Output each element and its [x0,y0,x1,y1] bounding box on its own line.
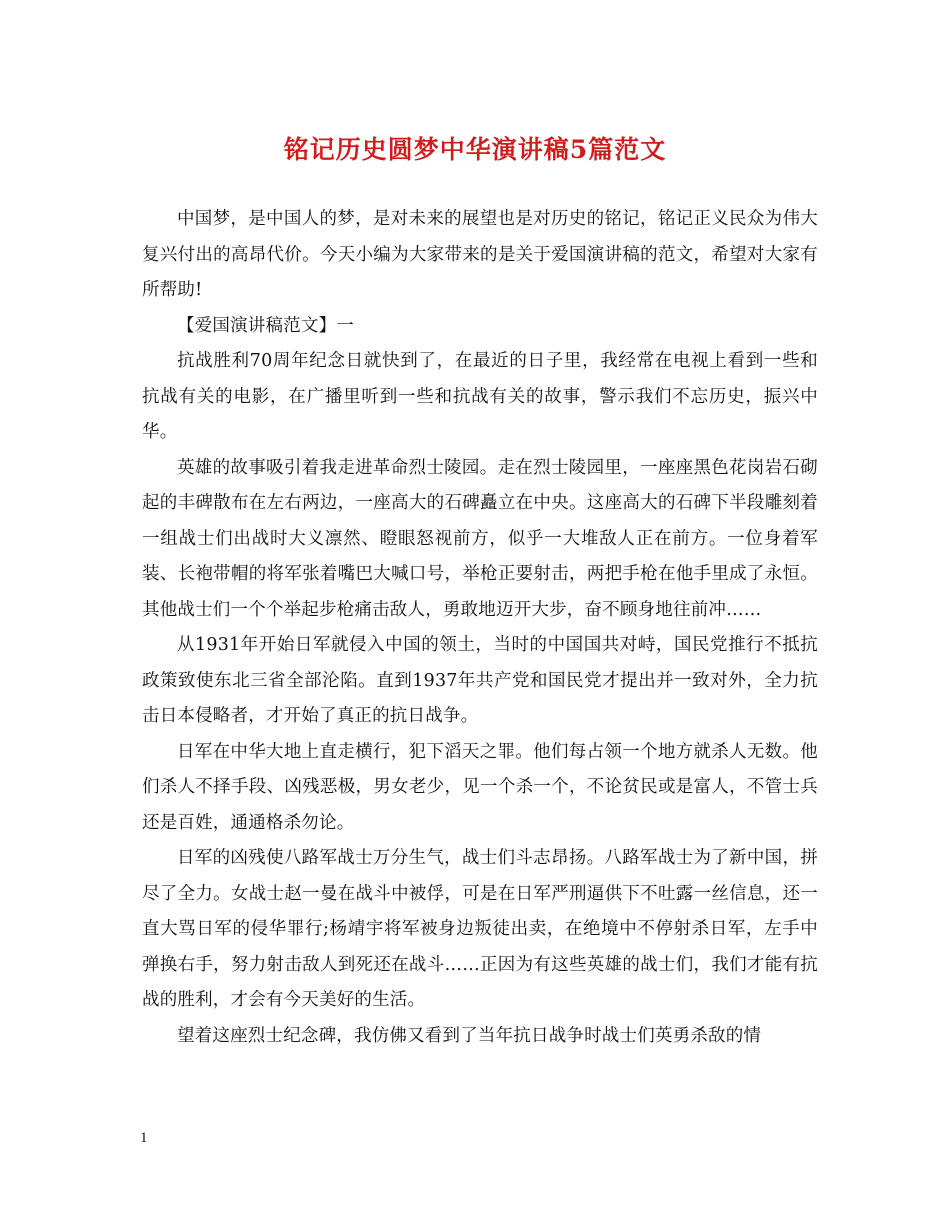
page-number: 1 [140,1130,148,1146]
paragraph: 日军的凶残使八路军战士万分生气，战士们斗志昂扬。八路军战士为了新中国，拼尽了全力。女战士赵一曼在战斗中被俘，可是在日军严刑逼供下不吐露一丝信息，还一直大骂日军的侵华罪行;杨靖宇将军被身边叛徒出卖，在绝境中不停射杀日军，左手中弹换右手，努力射击敌人到死还在战斗……正因为有这些英雄的战士们，我们才能有抗战的胜利，才会有今天美好的生活。 [142,848,818,1010]
document-title: 铭记历史圆梦中华演讲稿5篇范文 [283,135,667,164]
paragraph-intro: 中国梦，是中国人的梦，是对未来的展望也是对历史的铭记，铭记正义民众为伟大复兴付出的高昂代价。今天小编为大家带来的是关于爱国演讲稿的范文，希望对大家有所帮助! [142,209,818,300]
paragraph: 日军在中华大地上直走横行，犯下滔天之罪。他们每占领一个地方就杀人无数。他们杀人不择手段、凶残恶极，男女老少，见一个杀一个，不论贫民或是富人，不管士兵还是百姓，通通格杀勿论。 [142,741,818,833]
paragraph: 抗战胜利70周年纪念日就快到了，在最近的日子里，我经常在电视上看到一些和抗战有关的电影，在广播里听到一些和抗战有关的故事，警示我们不忘历史，振兴中华。 [142,351,818,442]
paragraph: 英雄的故事吸引着我走进革命烈士陵园。走在烈士陵园里，一座座黑色花岗岩石砌起的丰碑散布在左右两边，一座高大的石碑矗立在中央。这座高大的石碑下半段雕刻着一组战士们出战时大义凛然、瞪眼怒视前方，似乎一大堆敌人正在前方。一位身着军装、长袍带帽的将军张着嘴巴大喊口号，举枪正要射击，两把手枪在他手里成了永恒。其他战士们一个个举起步枪痛击敌人，勇敢地迈开大步，奋不顾身地往前冲…… [142,457,818,620]
document-body [142,202,818,1054]
paragraph: 望着这座烈士纪念碑，我仿佛又看到了当年抗日战争时战士们英勇杀敌的情 [177,1025,762,1046]
section-heading: 【爱国演讲稿范文】一 [177,315,354,336]
paragraph: 从1931年开始日军就侵入中国的领土，当时的中国国共对峙，国民党推行不抵抗政策致使东北三省全部沦陷。直到1937年共产党和国民党才提出并一致对外，全力抗击日本侵略者，才开始了真正的抗日战争。 [142,635,818,726]
